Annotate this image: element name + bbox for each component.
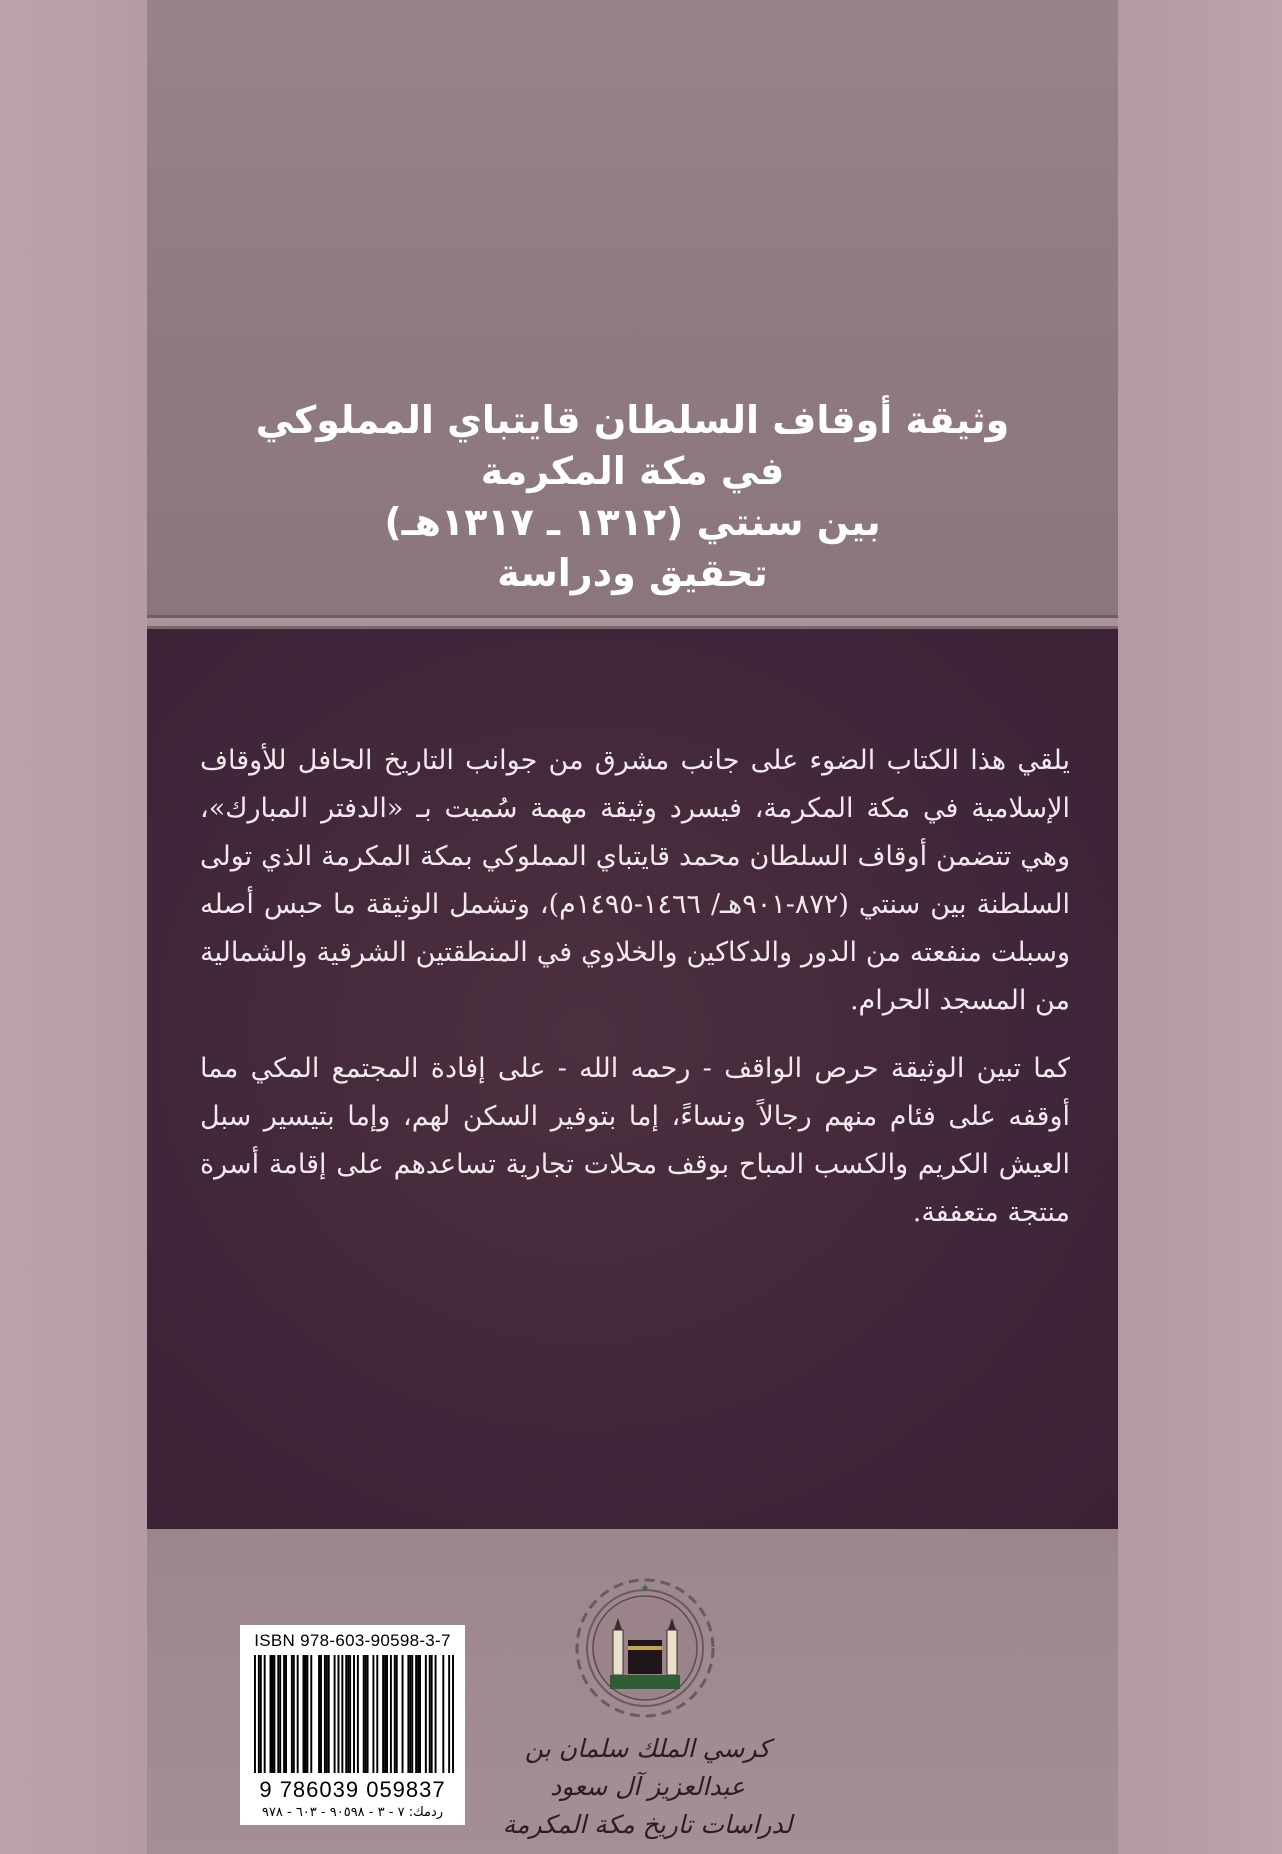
book-title bbox=[147, 395, 1118, 599]
title-line: في مكة المكرمة bbox=[480, 449, 785, 493]
barcode-bar bbox=[347, 1655, 349, 1773]
barcode-bar bbox=[341, 1655, 343, 1773]
barcode-bar bbox=[277, 1655, 279, 1773]
barcode-bar bbox=[357, 1655, 359, 1773]
barcode-bar bbox=[310, 1655, 312, 1773]
barcode-bar bbox=[279, 1655, 281, 1773]
barcode-bar bbox=[431, 1655, 433, 1773]
barcode-bar bbox=[448, 1655, 450, 1773]
barcode-bar bbox=[258, 1655, 260, 1773]
barcode-bar bbox=[306, 1655, 308, 1773]
barcode-bar bbox=[396, 1655, 398, 1773]
barcode-bar bbox=[324, 1655, 326, 1773]
arabic-isbn: ردمك: ٧ - ٣ - ٩٠٥٩٨ - ٦٠٣ - ٩٧٨ bbox=[261, 1805, 444, 1820]
barcode-bar bbox=[349, 1655, 351, 1773]
barcode-bar bbox=[452, 1655, 454, 1773]
barcode-bar bbox=[384, 1655, 386, 1773]
barcode-bar bbox=[376, 1655, 378, 1773]
barcode-bar bbox=[337, 1655, 339, 1773]
isbn-label: ISBN 978-603-90598-3-7 bbox=[254, 1631, 451, 1650]
barcode-bar bbox=[304, 1655, 306, 1773]
barcode-bar bbox=[365, 1655, 367, 1773]
barcode-bar bbox=[407, 1655, 409, 1773]
barcode-bar bbox=[264, 1655, 266, 1773]
left-margin bbox=[0, 0, 147, 1854]
barcode-bar bbox=[415, 1655, 417, 1773]
barcode-bar bbox=[417, 1655, 419, 1773]
barcode-bar bbox=[320, 1655, 322, 1773]
barcode-digits: 9 786039 059837 bbox=[259, 1777, 446, 1802]
right-margin bbox=[1118, 0, 1282, 1854]
barcode-bar bbox=[260, 1655, 262, 1773]
barcode-bar bbox=[303, 1655, 305, 1773]
barcode-bar bbox=[291, 1655, 293, 1773]
barcode-bar bbox=[386, 1655, 388, 1773]
barcode-bar bbox=[328, 1655, 330, 1773]
barcode-bar bbox=[271, 1655, 273, 1773]
title-line: بين سنتي (١٣١٢ ـ ١٣١٧هـ) bbox=[384, 500, 881, 544]
kaaba-emblem-icon bbox=[570, 1570, 720, 1725]
barcode-bars bbox=[254, 1655, 454, 1773]
barcode-bar bbox=[345, 1655, 347, 1773]
barcode-bar bbox=[273, 1655, 275, 1773]
barcode-bar bbox=[372, 1655, 374, 1773]
barcode-bar bbox=[353, 1655, 355, 1773]
barcode-bar bbox=[402, 1655, 404, 1773]
divider-band bbox=[147, 615, 1118, 629]
title-line: تحقيق ودراسة bbox=[497, 551, 768, 595]
barcode-bar bbox=[297, 1655, 299, 1773]
barcode-bar bbox=[318, 1655, 320, 1773]
barcode-bar bbox=[270, 1655, 272, 1773]
barcode-bar bbox=[293, 1655, 295, 1773]
description-paragraph: كما تبين الوثيقة حرص الواقف - رحمه الله - على إفادة المجتمع المكي مما أوقفه على فئام منهم رجالاً ونساءً، إما بتوفير السكن لهم، وإما بتيسير سبل العيش الكريم والكسب المباح بوقف محلات تجارية تساعدهم على إقامة أسرة منتجة متعففة. bbox=[200, 1053, 1070, 1228]
barcode-bar bbox=[326, 1655, 328, 1773]
publisher-name bbox=[490, 1730, 805, 1844]
barcode-bar bbox=[394, 1655, 396, 1773]
barcode-bar bbox=[363, 1655, 365, 1773]
barcode-bar bbox=[254, 1655, 256, 1773]
book-description bbox=[200, 737, 1070, 1257]
barcode-bar bbox=[382, 1655, 384, 1773]
barcode-bar bbox=[425, 1655, 427, 1773]
isbn-barcode bbox=[240, 1625, 465, 1825]
svg-text:✦: ✦ bbox=[639, 1581, 651, 1595]
publisher-line: كرسي الملك سلمان بن عبدالعزيز آل سعود bbox=[524, 1734, 771, 1801]
barcode-bar bbox=[409, 1655, 411, 1773]
barcode-bar bbox=[390, 1655, 392, 1773]
title-line: وثيقة أوقاف السلطان قايتباي المملوكي bbox=[255, 398, 1010, 442]
barcode-bar bbox=[367, 1655, 369, 1773]
publisher-line: لدراسات تاريخ مكة المكرمة bbox=[502, 1810, 793, 1839]
barcode-bar bbox=[283, 1655, 285, 1773]
barcode-bar bbox=[429, 1655, 431, 1773]
barcode-bar bbox=[435, 1655, 437, 1773]
barcode-bar bbox=[442, 1655, 444, 1773]
barcode-bar bbox=[411, 1655, 413, 1773]
barcode-bar bbox=[285, 1655, 287, 1773]
description-paragraph: يلقي هذا الكتاب الضوء على جانب مشرق من جوانب التاريخ الحافل للأوقاف الإسلامية في مكة المكرمة، فيسرد وثيقة مهمة سُميت بـ «الدفتر المبارك»، وهي تتضمن أوقاف السلطان محمد قايتباي المملوكي بمكة المكرمة الذي تولى السلطنة بين سنتي (٨٧٢-٩٠١هـ/ ١٤٦٦-١٤٩٥م)، وتشمل الوثيقة ما حبس أصله وسبلت منفعته من الدور والدكاكين والخلاوي في المنطقتين الشرقية والشمالية من المسجد الحرام. bbox=[200, 745, 1071, 1016]
barcode-bar bbox=[334, 1655, 336, 1773]
barcode-bar bbox=[419, 1655, 421, 1773]
